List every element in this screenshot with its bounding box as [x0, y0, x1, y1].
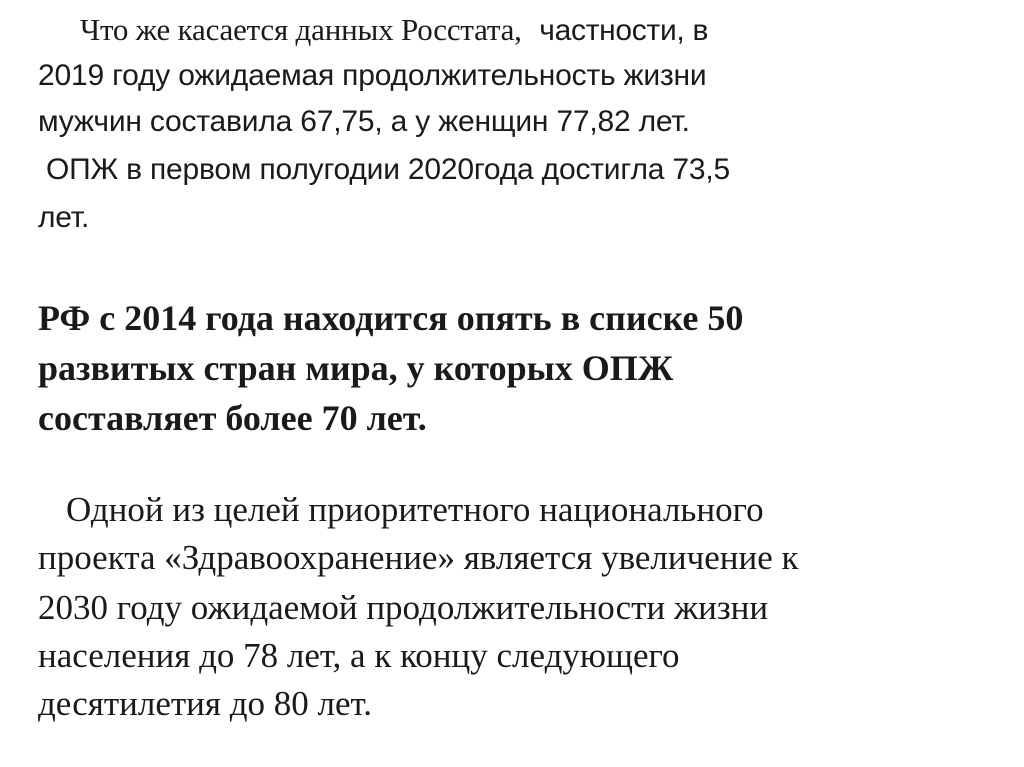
- paragraph2-line2: развитых стран мира, у которых ОПЖ: [38, 348, 674, 388]
- paragraph3-line1: Одной из целей приоритетного национального: [66, 490, 764, 529]
- paragraph1-line1-sans-text: частности, в: [539, 14, 709, 47]
- paragraph1-line3: мужчин составила 67,75, а у женщин 77,82 лет.: [38, 105, 690, 138]
- paragraph3-line4: населения до 78 лет, а к концу следующего: [38, 636, 680, 675]
- paragraph3-line5: десятилетия до 80 лет.: [38, 684, 372, 723]
- paragraph1-line1: [80, 12, 708, 49]
- paragraph3-line3: 2030 году ожидаемой продолжительности жизни: [38, 588, 769, 627]
- paragraph1-line5: лет.: [38, 201, 90, 234]
- paragraph1-line2: 2019 году ожидаемая продолжительность жизни: [38, 59, 707, 92]
- paragraph1-line1-serif-text: Что же касается данных Росстата,: [80, 12, 522, 47]
- paragraph2-line1: РФ с 2014 года находится опять в списке 50: [38, 298, 744, 338]
- paragraph3-line2: проекта «Здравоохранение» является увеличение к: [38, 538, 799, 577]
- paragraph2-line3: составляет более 70 лет.: [38, 398, 427, 438]
- paragraph1-line4: ОПЖ в первом полугодии 2020года достигла 73,5: [46, 153, 730, 186]
